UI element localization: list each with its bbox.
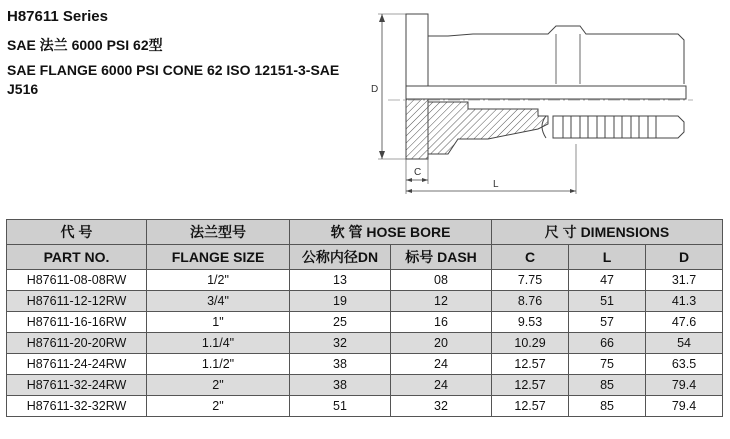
cell-l: 57 [569, 312, 646, 333]
cell-part: H87611-32-32RW [7, 396, 147, 417]
cell-c: 7.75 [492, 270, 569, 291]
header-dimensions: 尺 寸 DIMENSIONS [492, 220, 723, 245]
title-block [7, 8, 367, 99]
cell-dn: 19 [290, 291, 391, 312]
cell-part: H87611-16-16RW [7, 312, 147, 333]
cell-dash: 12 [391, 291, 492, 312]
cell-c: 12.57 [492, 375, 569, 396]
header-hose-bore: 软 管 HOSE BORE [290, 220, 492, 245]
cell-dn: 13 [290, 270, 391, 291]
subtitle-cn: SAE 法兰 6000 PSI 62型 [7, 37, 163, 53]
cell-d: 79.4 [646, 396, 723, 417]
cell-d: 47.6 [646, 312, 723, 333]
cell-part: H87611-08-08RW [7, 270, 147, 291]
series-title: H87611 Series [7, 8, 108, 25]
table-row [7, 354, 723, 375]
cell-dash: 16 [391, 312, 492, 333]
header-dn: 公称内径DN [290, 245, 391, 270]
header-c: C [492, 245, 569, 270]
cell-c: 12.57 [492, 396, 569, 417]
cell-dash: 08 [391, 270, 492, 291]
table-row [7, 270, 723, 291]
cell-dn: 32 [290, 333, 391, 354]
cell-dn: 25 [290, 312, 391, 333]
table-row [7, 312, 723, 333]
dim-d-label: D [371, 84, 379, 95]
cell-c: 9.53 [492, 312, 569, 333]
table-row [7, 396, 723, 417]
header-part-en: PART NO. [7, 245, 147, 270]
header-flange-cn: 法兰型号 [147, 220, 290, 245]
cell-flange: 1/2" [147, 270, 290, 291]
cell-l: 51 [569, 291, 646, 312]
cell-flange: 2" [147, 396, 290, 417]
header-l: L [569, 245, 646, 270]
cell-part: H87611-24-24RW [7, 354, 147, 375]
cell-flange: 1.1/4" [147, 333, 290, 354]
cell-c: 8.76 [492, 291, 569, 312]
cell-dash: 32 [391, 396, 492, 417]
dim-l-label: L [493, 179, 499, 190]
cell-d: 31.7 [646, 270, 723, 291]
header-d: D [646, 245, 723, 270]
header-flange-en: FLANGE SIZE [147, 245, 290, 270]
cell-c: 10.29 [492, 333, 569, 354]
cell-dash: 24 [391, 375, 492, 396]
cell-flange: 1" [147, 312, 290, 333]
cell-d: 41.3 [646, 291, 723, 312]
cell-dn: 38 [290, 354, 391, 375]
cell-l: 75 [569, 354, 646, 375]
cell-flange: 3/4" [147, 291, 290, 312]
fitting-drawing [368, 4, 703, 200]
cell-dash: 24 [391, 354, 492, 375]
spec-table [6, 219, 723, 417]
cell-part: H87611-32-24RW [7, 375, 147, 396]
cell-dn: 51 [290, 396, 391, 417]
cell-c: 12.57 [492, 354, 569, 375]
cell-flange: 1.1/2" [147, 354, 290, 375]
header-part-cn: 代 号 [7, 220, 147, 245]
table-row [7, 333, 723, 354]
dim-c-label: C [414, 167, 422, 178]
cell-d: 54 [646, 333, 723, 354]
cell-flange: 2" [147, 375, 290, 396]
cell-part: H87611-20-20RW [7, 333, 147, 354]
table-row [7, 291, 723, 312]
header-dash: 标号 DASH [391, 245, 492, 270]
cell-d: 63.5 [646, 354, 723, 375]
cell-l: 47 [569, 270, 646, 291]
table-row [7, 375, 723, 396]
subtitle-en: SAE FLANGE 6000 PSI CONE 62 ISO 12151-3-SAE J516 [7, 62, 340, 97]
cell-dash: 20 [391, 333, 492, 354]
cell-l: 85 [569, 396, 646, 417]
cell-part: H87611-12-12RW [7, 291, 147, 312]
cell-l: 66 [569, 333, 646, 354]
cell-d: 79.4 [646, 375, 723, 396]
cell-l: 85 [569, 375, 646, 396]
cell-dn: 38 [290, 375, 391, 396]
